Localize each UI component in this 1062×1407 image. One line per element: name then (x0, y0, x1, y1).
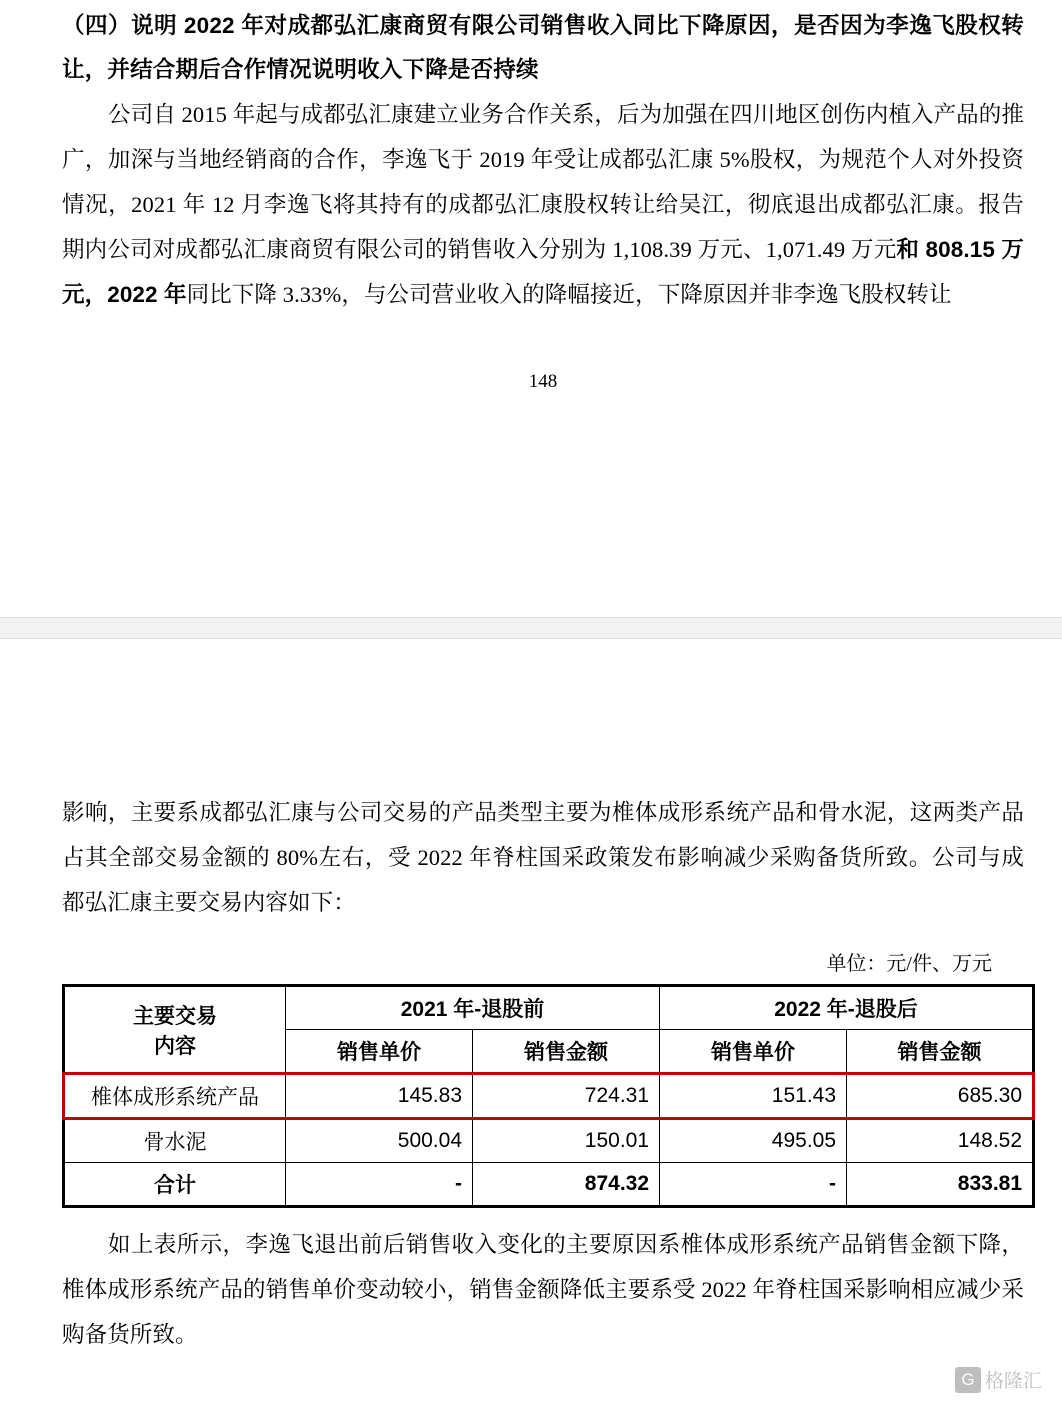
table-cell-value: 724.31 (473, 1074, 660, 1119)
table-row-label: 椎体成形系统产品 (64, 1074, 286, 1119)
table-cell-value: 151.43 (660, 1074, 847, 1119)
page-bottom-section (0, 790, 1062, 1357)
table-cell-value: 495.05 (660, 1119, 847, 1163)
table-cell-value: 148.52 (847, 1119, 1034, 1163)
table-row (64, 1074, 1034, 1119)
table-header-main-line1: 主要交易 (133, 1004, 217, 1028)
table-cell-value: 874.32 (473, 1163, 660, 1207)
section-heading: （四）说明 2022 年对成都弘汇康商贸有限公司销售收入同比下降原因，是否因为李逸飞股权转让，并结合期后合作情况说明收入下降是否持续 (62, 13, 1024, 82)
watermark-text: 格隆汇 (984, 1371, 1042, 1392)
table-total-row (64, 1163, 1034, 1207)
paragraph-1-part-1: 公司自 2015 年起与成都弘汇康建立业务合作关系，后为加强在四川地区创伤内植入产品的推广，加深与当地经销商的合作，李逸飞于 2019 年受让成都弘汇康 5%股权，为规范个人对外投资情况，2021 年 12 月李逸飞将其持有的成都弘汇康股权转让给吴江，彻底退出成都弘汇康。报告期内公司对成都弘汇康商贸有限公司的销售收入分别为 1,108.39 万元、1,071.49 万元 (62, 102, 1024, 262)
table-header-main-line2: 内容 (154, 1034, 196, 1058)
watermark (955, 1366, 1042, 1393)
table-cell-value: 685.30 (847, 1074, 1034, 1119)
table-cell-value: 500.04 (286, 1119, 473, 1163)
table-cell-value: - (660, 1163, 847, 1207)
table-header-group-2022: 2022 年-退股后 (660, 986, 1034, 1030)
table-cell-value: 833.81 (847, 1163, 1034, 1207)
table-header-row-groups (64, 986, 1034, 1030)
table-header-group-2021: 2021 年-退股前 (286, 986, 660, 1030)
table-cell-value: 145.83 (286, 1074, 473, 1119)
table-row-label-total: 合计 (64, 1163, 286, 1207)
table-row (64, 1119, 1034, 1163)
table-row-label: 骨水泥 (64, 1119, 286, 1163)
page-number: 148 (528, 371, 558, 392)
paragraph-1 (62, 92, 1024, 317)
paragraph-1-bold: 和 808.15 万元，2022 年 (62, 237, 1024, 307)
transaction-table (62, 984, 1035, 1208)
table-subheader-2021-price: 销售单价 (286, 1030, 473, 1074)
table-subheader-2022-price: 销售单价 (660, 1030, 847, 1074)
paragraph-1-part-2: 同比下降 3.33%，与公司营业收入的降幅接近，下降原因并非李逸飞股权转让 (186, 282, 952, 307)
table-header-main (64, 986, 286, 1074)
paragraph-3: 如上表所示，李逸飞退出前后销售收入变化的主要原因系椎体成形系统产品销售金额下降，椎体成形系统产品的销售单价变动较小，销售金额降低主要系受 2022 年脊柱国采影响相应减少采购备货所致。 (62, 1232, 1024, 1347)
page-separator (0, 617, 1062, 639)
table-cell-value: 150.01 (473, 1119, 660, 1163)
watermark-logo-icon: G (955, 1367, 981, 1393)
table-subheader-2021-amount: 销售金额 (473, 1030, 660, 1074)
page-top-section (0, 0, 1062, 393)
table-cell-value: - (286, 1163, 473, 1207)
table-subheader-2022-amount: 销售金额 (847, 1030, 1034, 1074)
table-unit-note: 单位：元/件、万元 (826, 953, 992, 975)
paragraph-2: 影响，主要系成都弘汇康与公司交易的产品类型主要为椎体成形系统产品和骨水泥，这两类产品占其全部交易金额的 80%左右，受 2022 年脊柱国采政策发布影响减少采购备货所致。公司与成都弘汇康主要交易内容如下： (62, 800, 1024, 915)
